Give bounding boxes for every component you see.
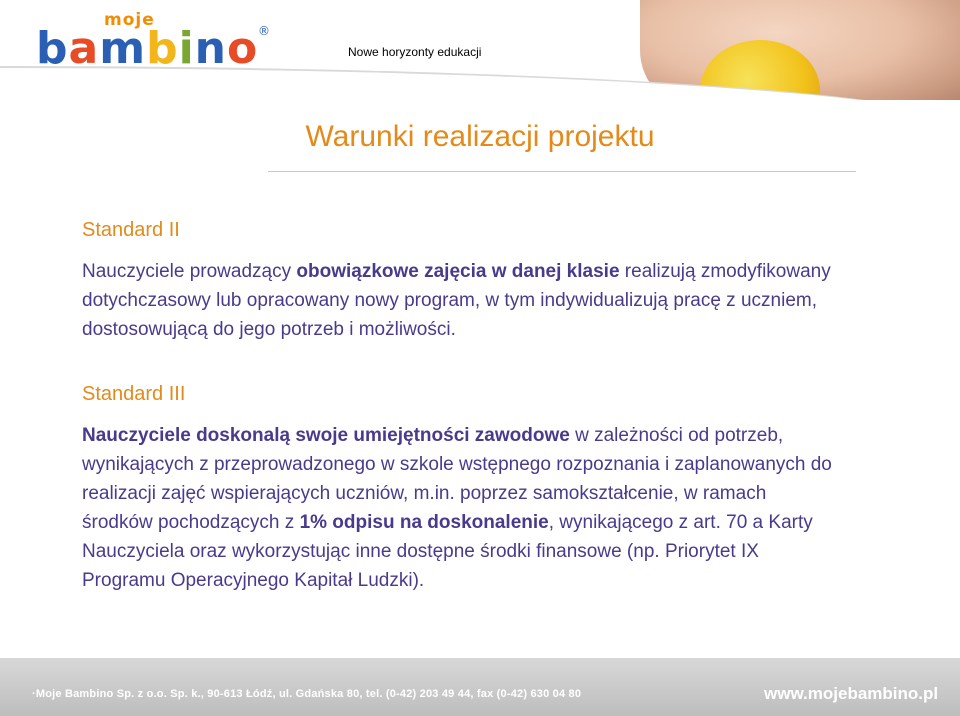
- bold-text: 1% odpisu na doskonalenie: [299, 512, 549, 533]
- title-underline: [268, 171, 856, 172]
- paragraph-text: w zależności od potrzeb, wynikających z przeprowadzonego w szkole wstępnego rozpoznania i zaplanowanych do realizacji zajęć wspierających uczniów, m.in. poprzez samokształcenie, w ramach środków pochodzących z: [82, 425, 832, 533]
- header: [0, 0, 960, 100]
- logo-letter: n: [194, 23, 227, 74]
- registered-mark: ®: [258, 24, 270, 38]
- content-area: [82, 216, 842, 631]
- logo-letter: b: [146, 23, 179, 74]
- section-heading: Standard II: [82, 219, 180, 241]
- logo-small-text: moje: [104, 10, 155, 30]
- logo-letter: o: [226, 23, 259, 74]
- bold-text: Nauczyciele doskonalą swoje umiejętności zawodowe: [82, 425, 570, 446]
- tagline: Nowe horyzonty edukacji: [348, 45, 482, 59]
- logo-letter: b: [36, 23, 69, 74]
- bold-text: obowiązkowe zajęcia w danej klasie: [296, 261, 620, 282]
- footer-website-link[interactable]: www.mojebambino.pl: [764, 684, 939, 703]
- logo-letter: i: [178, 23, 195, 74]
- logo-letter: m: [99, 23, 147, 74]
- moje-bambino-logo: [36, 10, 276, 80]
- logo-letter: a: [68, 23, 100, 74]
- paragraph-text: Nauczyciele prowadzący: [82, 261, 297, 282]
- section-paragraph: [82, 421, 842, 595]
- paragraph-text: , wynikającego z art. 70 a Karty Nauczyciela oraz wykorzystując inne dostępne środki finansowe (np. Priorytet IX Programu Operacyjnego Kapitał Ludzki).: [82, 512, 813, 591]
- page-title: Warunki realizacji projektu: [305, 120, 655, 153]
- paragraph-text: realizują zmodyfikowany dotychczasowy lub opracowany nowy program, w tym indywidualizują pracę z uczniem, dostosowującą do jego potrzeb i możliwości.: [82, 261, 831, 340]
- logo-main-text: [36, 24, 258, 74]
- section-paragraph: [82, 257, 842, 344]
- footer-address: ·Moje Bambino Sp. z o.o. Sp. k., 90-613 Łódź, ul. Gdańska 80, tel. (0-42) 203 49 44, fax (0-42) 630 04 80: [32, 688, 582, 700]
- section-heading: Standard III: [82, 383, 186, 405]
